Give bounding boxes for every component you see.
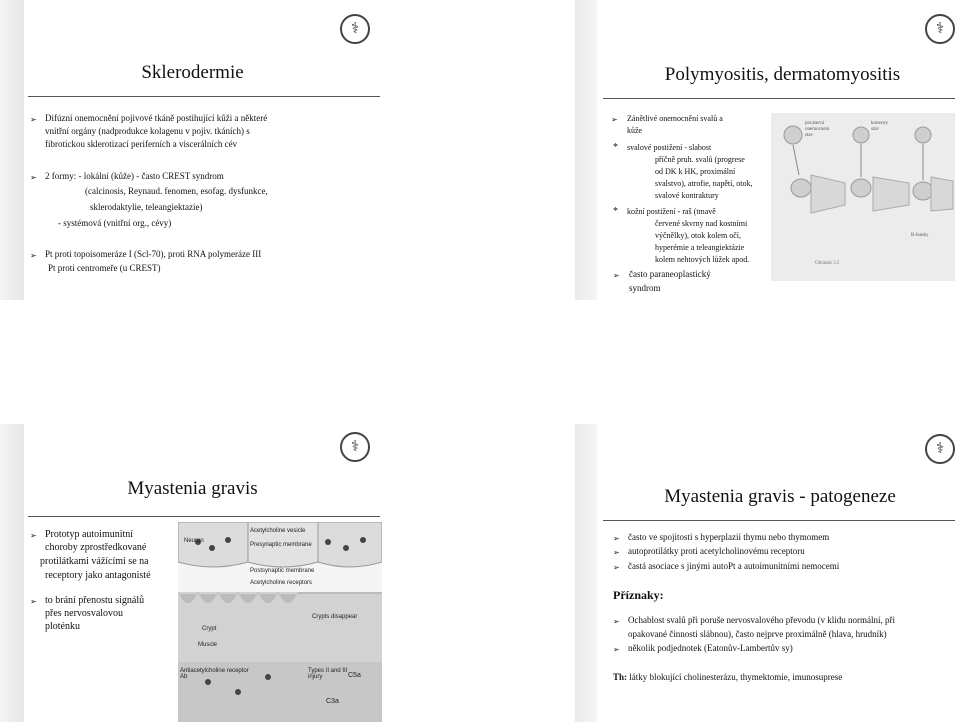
bullet-line: červené skvrny nad kostními (655, 219, 748, 228)
bullet-line: syndrom (629, 283, 661, 293)
arrow-bullet-icon: ➢ (613, 271, 620, 280)
figure-label: Presynaptic membrane (250, 542, 312, 548)
slide-shade (0, 424, 24, 722)
bullet-item (613, 614, 958, 642)
bullet-line: hyperémie a teleangiektázie (655, 243, 745, 252)
slide-polymyositis (575, 0, 960, 300)
bullet-line: choroby zprostředkované (45, 542, 147, 553)
arrow-bullet-icon: ➢ (30, 531, 37, 540)
figure-label: Crypts disappear (312, 614, 358, 620)
figure-label: stav (805, 133, 814, 138)
bullet-item (611, 113, 781, 139)
bullet-item (30, 594, 180, 636)
bullet-line: přes nervosvalovou (45, 608, 124, 619)
arrow-bullet-icon: ➢ (30, 173, 37, 182)
slide-title: Sklerodermie (141, 62, 244, 83)
title-divider (28, 516, 380, 517)
bullet-line: Prototyp autoimunitní (45, 529, 134, 540)
figure-label: pocatecni (805, 121, 825, 126)
star-item (613, 206, 788, 268)
figure-label: stav (871, 127, 880, 132)
bullet-line: Ochablost svalů při poruše nervosvalového převodu (v klidu normální, při (628, 615, 895, 625)
muscle-figure-graphic (771, 113, 955, 281)
bullet-item (30, 112, 370, 154)
muscle-pathology-figure (771, 113, 955, 281)
figure-label: Antiacetylcholine receptor Ab (180, 668, 249, 680)
section-heading: Příznaky: (613, 588, 664, 602)
bullet-line: kůže (627, 126, 643, 135)
bullet-item (613, 545, 953, 559)
figure-label: Neuron (184, 538, 204, 544)
arrow-bullet-icon: ➢ (30, 251, 37, 260)
figure-label: C3a (326, 698, 339, 705)
bullet-line: 2 formy: - lokální (kůže) - často CREST syndrom (45, 171, 224, 181)
faculty-logo-icon: ⚕ (340, 14, 370, 44)
arrow-bullet-icon: ➢ (613, 645, 620, 654)
arrow-bullet-icon: ➢ (613, 617, 620, 626)
bullet-item (30, 528, 180, 584)
bullet-line: vnitřní orgány (nadprodukce kolagenu v pojiv. tkáních) s (45, 126, 250, 136)
faculty-logo-icon: ⚕ (925, 434, 955, 464)
neuromuscular-junction-figure (178, 522, 382, 722)
bullet-line: protilátkami vážícími se na (40, 556, 149, 567)
bullet-line: příčně pruh. svalů (progrese (655, 155, 745, 164)
bullet-line: kolem nehtových lůžek apod. (655, 255, 750, 264)
figure-label: C5a (348, 672, 361, 679)
bullet-line: často paraneoplastický (629, 269, 711, 279)
title-divider (603, 98, 955, 99)
bullet-line: Difúzní onemocnění pojivové tkáně postihující kůži a některé (45, 113, 268, 123)
arrow-bullet-icon: ➢ (30, 597, 37, 606)
star-item (613, 142, 788, 204)
figure-label: konecny (871, 121, 888, 126)
arrow-bullet-icon: ➢ (30, 115, 37, 124)
arrow-bullet-icon: ➢ (613, 548, 620, 557)
faculty-logo-icon: ⚕ (340, 432, 370, 462)
bullet-line: (calcinosis, Reynaud. fenomen, esofag. dysfunkce, (85, 186, 268, 196)
bullet-line: Zánětlivé onemocnění svalů a (627, 114, 723, 123)
slide-myastenia (0, 424, 385, 722)
star-bullet-icon: * (613, 206, 618, 217)
title-divider (603, 520, 955, 521)
bullet-line: svalové kontraktury (655, 191, 719, 200)
bullet-item (613, 531, 953, 545)
slide-title: Polymyositis, dermatomyositis (664, 64, 901, 85)
arrow-bullet-icon: ➢ (613, 563, 620, 572)
therapy-text: látky blokující cholinesterázu, thymektomie, imunosuprese (629, 672, 843, 682)
faculty-logo-icon: ⚕ (925, 14, 955, 44)
bullet-line: sklerodaktylie, teleangiektazie) (90, 202, 203, 212)
slide-myastenia-patogeneze (575, 424, 960, 722)
figure-label: Muscle (198, 642, 218, 648)
slide-title: Myastenia gravis (127, 478, 258, 499)
arrow-bullet-icon: ➢ (613, 534, 620, 543)
figure-label: Acetylcholine receptors (250, 580, 313, 586)
bullet-line: kožní postižení - raš (tmavě (627, 207, 716, 216)
bullet-line: svalstvo), atrofie, napětí, otok, (655, 179, 753, 188)
therapy-line (613, 672, 842, 682)
bullet-line: Pt proti centromeře (u CREST) (48, 263, 161, 273)
therapy-label: Th: (613, 672, 628, 682)
bullet-line: výčnělky), otok kolem očí, (655, 231, 741, 240)
bullet-line: častá asociace s jinými autoPt a autoimunitními nemocemi (628, 561, 840, 571)
nmj-figure-graphic (178, 522, 382, 722)
slide-shade (0, 0, 24, 300)
bullet-line: ploténku (45, 621, 80, 632)
figure-label: Postsynaptic membrane (250, 568, 315, 574)
arrow-bullet-icon: ➢ (611, 115, 618, 124)
bullet-line: autoprotilátky proti acetylcholinovému receptoru (628, 546, 805, 556)
bullet-line: Pt proti topoisomeráze I (Scl-70), proti RNA polymeráze III (45, 249, 262, 259)
figure-label: Acetylcholine vesicle (250, 528, 306, 534)
bullet-line: svalové postižení - slabost (627, 143, 712, 152)
figure-label: Crypt (202, 626, 217, 632)
figure-label: onemocneni (805, 127, 830, 132)
figure-label: Types II and III injury (308, 668, 348, 680)
bullet-line: to brání přenostu signálů (45, 595, 145, 606)
bullet-item (613, 268, 788, 294)
slide-title: Myastenia gravis - patogeneze (664, 486, 896, 507)
bullet-line: často ve spojitosti s hyperplazií thymu nebo thymomem (628, 532, 830, 542)
star-bullet-icon: * (613, 142, 618, 153)
bullet-line: opakované činnosti slábnou), často nejprve proximálně (hlava, hrudník) (628, 629, 887, 639)
bullet-line: - systémová (vnitřní org., cévy) (58, 218, 172, 228)
bullet-line: receptory jako antagonisté (45, 570, 151, 581)
title-divider (28, 96, 380, 97)
figure-label: B-bunky (911, 233, 929, 238)
slide-shade (575, 424, 597, 722)
bullet-line: fibrotickou sklerotizací periferních a viscerálních cév (45, 139, 238, 149)
slide-sklerodermie (0, 0, 385, 300)
bullet-item (613, 560, 953, 574)
bullet-line: od DK k HK, proximální (655, 167, 736, 176)
figure-caption: Obrázek 3.5 (815, 261, 840, 266)
bullet-item (613, 642, 958, 656)
bullet-item (30, 170, 370, 230)
slide-shade (575, 0, 597, 300)
bullet-item (30, 248, 370, 278)
bullet-line: několik podjednotek (Eatonův-Lambertův sy) (628, 643, 793, 653)
